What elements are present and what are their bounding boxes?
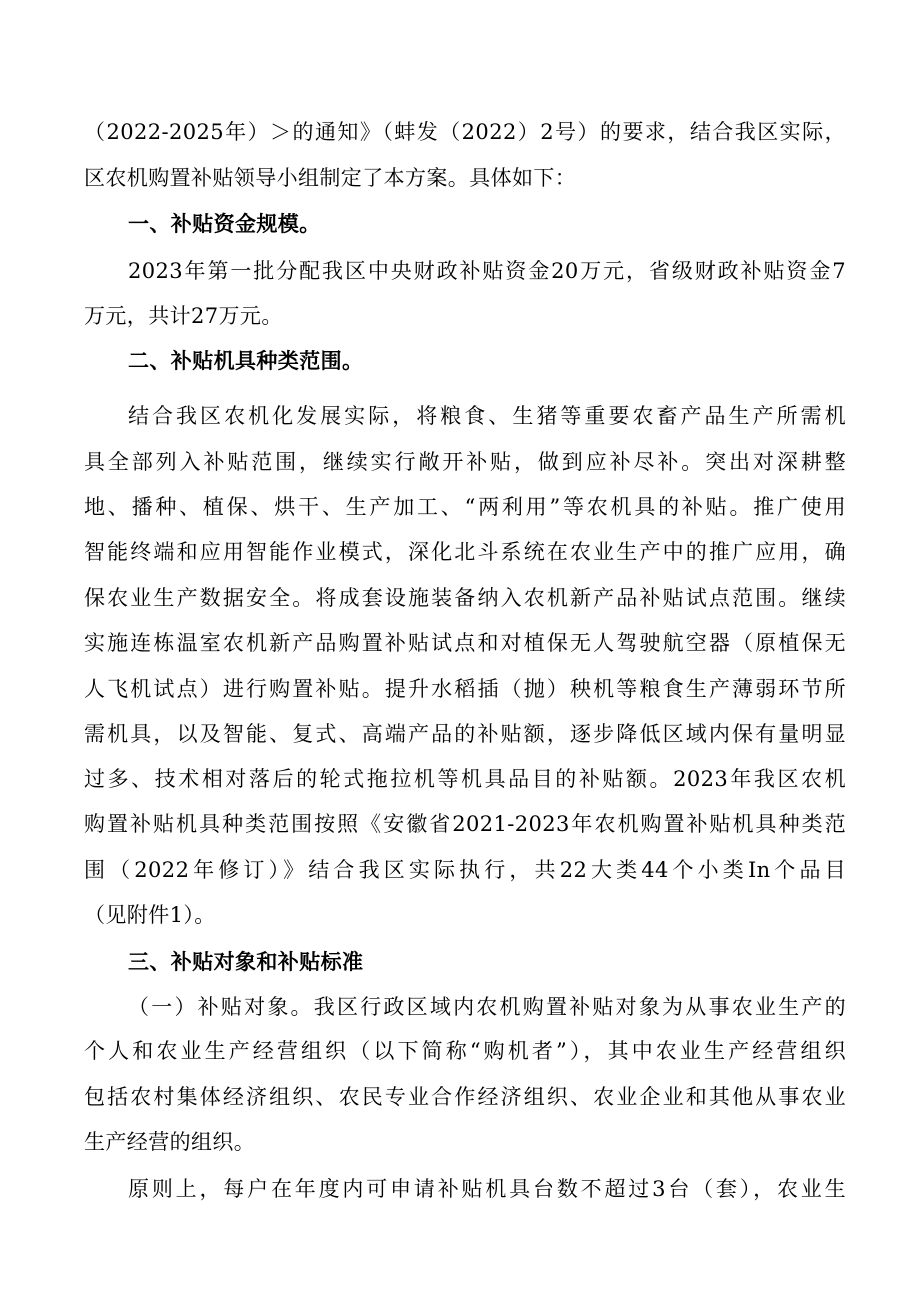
text-line-20: （一）补贴对象。我区行政区域内农机购置补贴对象为从事农业生产的 [128, 995, 846, 1019]
text-line-5: 万元，共计27万元。 [84, 304, 283, 328]
section-heading-2: 二、补贴机具种类范围。 [128, 349, 364, 373]
text-line-1: （2022-2025年）＞的通知》（蚌发（2022）2号）的要求，结合我区实际， [84, 120, 846, 144]
text-line-14: 需机具，以及智能、复式、高端产品的补贴额，逐步降低区域内保有量明显 [84, 722, 846, 746]
text-line-13: 人飞机试点）进行购置补贴。提升水稻插（抛）秧机等粮食生产薄弱环节所 [84, 677, 846, 701]
text-line-22: 包括农村集体经济组织、农民专业合作经济组织、农业企业和其他从事农业 [84, 1085, 846, 1109]
text-line-9: 地、播种、植保、烘干、生产加工、“两利用”等农机具的补贴。推广使用 [84, 495, 846, 519]
text-line-15: 过多、技术相对落后的轮式拖拉机等机具品目的补贴额。2023年我区农机 [84, 767, 846, 791]
section-heading-1: 一、补贴资金规模。 [128, 212, 321, 236]
text-line-16: 购置补贴机具种类范围按照《安徽省2021-2023年农机购置补贴机具种类范 [84, 812, 846, 836]
text-line-2: 区农机购置补贴领导小组制定了本方案。具体如下： [84, 166, 577, 190]
section-heading-3: 三、补贴对象和补贴标准 [128, 950, 364, 974]
text-line-10: 智能终端和应用智能作业模式，深化北斗系统在农业生产中的推广应用，确 [84, 540, 846, 564]
text-line-24: 原则上，每户在年度内可申请补贴机具台数不超过3台（套），农业生 [128, 1177, 846, 1201]
text-line-4: 2023年第一批分配我区中央财政补贴资金20万元，省级财政补贴资金7 [128, 259, 846, 283]
text-line-12: 实施连栋温室农机新产品购置补贴试点和对植保无人驾驶航空器（原植保无 [84, 631, 846, 655]
text-line-23: 生产经营的组织。 [84, 1130, 256, 1154]
text-line-17: 围（2022年修订）》结合我区实际执行，共22大类44个小类In个品目 [84, 858, 846, 882]
text-line-18: （见附件1）。 [84, 903, 216, 927]
text-line-7: 结合我区农机化发展实际，将粮食、生猪等重要农畜产品生产所需机 [128, 404, 846, 428]
text-line-11: 保农业生产数据安全。将成套设施装备纳入农机新产品补贴试点范围。继续 [84, 586, 846, 610]
text-line-8: 具全部列入补贴范围，继续实行敞开补贴，做到应补尽补。突出对深耕整 [84, 450, 846, 474]
text-line-21: 个人和农业生产经营组织（以下简称“购机者”），其中农业生产经营组织 [84, 1039, 846, 1063]
